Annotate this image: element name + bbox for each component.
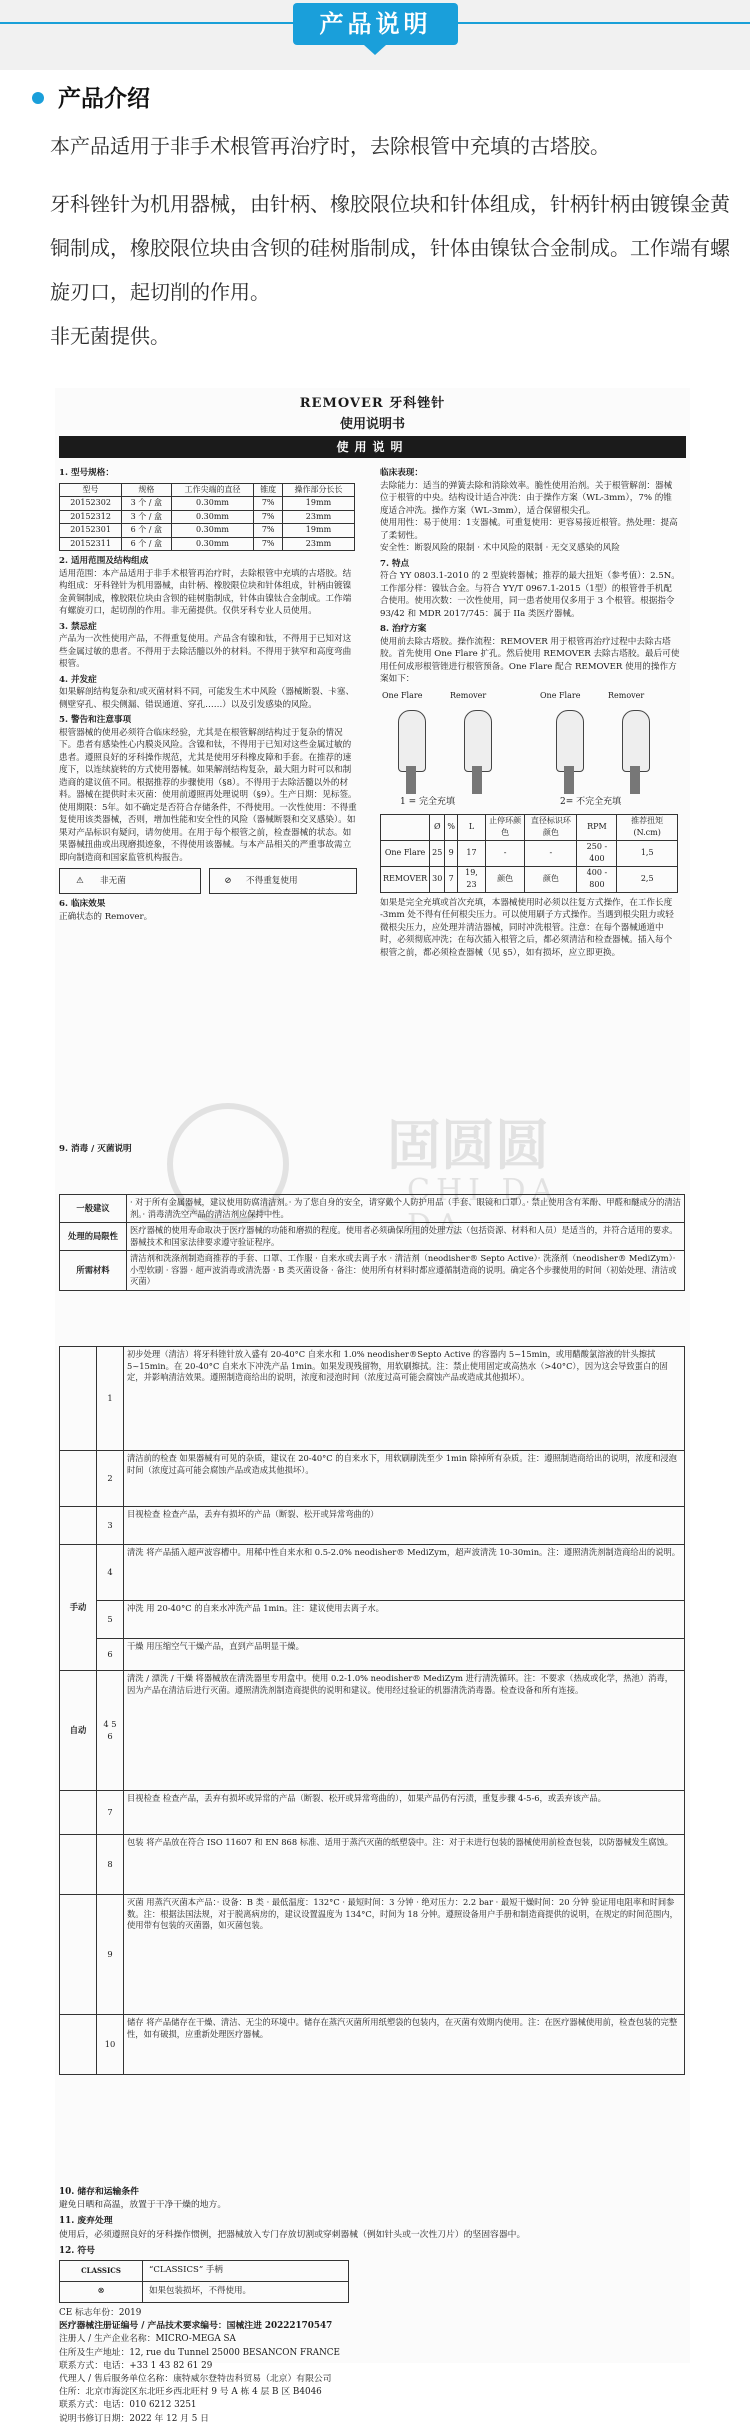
spec-header: 型号	[60, 483, 122, 497]
spec-cell: 19mm	[282, 524, 354, 538]
tooth-illustration	[398, 710, 426, 772]
root-illustration	[472, 766, 482, 794]
step-text: 清洗 将产品插入超声波容槽中。用稀中性自来水和 0.5-2.0% neodisher® MediZym，超声波清洗 10-30min。注：遵照清洗剂制造商给出的说明。	[124, 1545, 685, 1601]
cleaning-value: · 对于所有金属器械，建议使用防腐清洁剂。· 为了您自身的安全，请穿戴个人防护用品（手套、眼镜和口罩）。· 禁止使用含有苯酚、甲醛和醚成分的清洁剂。· 消毒清洗空产品的清洁剂应保持中性。	[127, 1195, 685, 1223]
step-number: 9	[97, 1895, 124, 2015]
header-title: 产品说明	[293, 3, 458, 45]
section-5-title: 5. 警告和注意事项	[59, 715, 132, 725]
rpm-cell: 7	[445, 866, 458, 892]
doc-left-column	[59, 464, 359, 923]
table-row	[60, 1791, 685, 1835]
safety-text: 安全性：断裂风险的限制 · 术中风险的限制 · 无交叉感染的风险	[380, 543, 620, 553]
usability-text: 使用用性：易于使用：1支器械。可重复使用：更容易接近根管。热处理：提高了柔韧性。	[380, 518, 678, 541]
spec-header: 操作部分长长	[282, 483, 354, 497]
section-8-text: 使用前去除古塔胶。操作流程：REMOVER 用于根管再治疗过程中去除古塔胶。首先使用 One Flare 扩孔。然后使用 REMOVER 去除古塔胶。最后可使用任何成形根管锉进行根管预备。One Flare 配合 REMOVER 使用的操作方案如下：	[380, 636, 680, 684]
rpm-table	[380, 814, 678, 893]
tooth-illustration	[622, 710, 650, 772]
table-row	[60, 1451, 685, 1507]
table-row	[60, 1347, 685, 1451]
diagram-caption: 1 = 完全充填	[400, 796, 455, 807]
agent-address: 住所：北京市海淀区东北旺乡西北旺村 9 号 A 栋 4 层 B 区 B4046	[59, 2387, 322, 2398]
section-9-block	[59, 1140, 679, 1156]
spec-cell: 23mm	[282, 537, 354, 551]
spec-cell: 7%	[254, 510, 283, 524]
cleaning-general-table	[59, 1194, 685, 1291]
rpm-header: %	[445, 814, 458, 840]
table-row	[60, 2261, 349, 2282]
table-row	[60, 1639, 685, 1671]
table-row	[60, 1507, 685, 1545]
warning-triangle-icon: ⚠	[76, 876, 84, 886]
table-row	[381, 840, 678, 866]
step-mode-cell	[60, 1347, 97, 1451]
rpm-header: 止停环颜色	[486, 814, 525, 840]
intro-paragraph-1: 本产品适用于非手术根管再治疗时，去除根管中充填的古塔胶。	[50, 134, 610, 158]
rpm-cell: 颜色	[525, 866, 577, 892]
protocol-diagram	[380, 690, 678, 810]
table-row	[381, 866, 678, 892]
spec-cell: 0.30mm	[171, 497, 254, 511]
step-text: 储存 将产品储存在干燥、清洁、无尘的环境中。储存在蒸汽灭菌所用纸塑袋的包装内，在灭菌有效期内使用。注：在医疗器械使用前，检查包装的完整性，如有破损，应重新处理医疗器械。	[124, 2015, 685, 2075]
cleaning-value: 医疗器械的使用寿命取决于医疗器械的功能和磨损的程度。使用者必须确保所用的处理方法（包括资源、材料和人员）是适当的，并符合适用的要求。器械技术和国家法律要求遵守验证程序。	[127, 1223, 685, 1251]
tooth-illustration	[556, 710, 584, 772]
tooth-illustration	[464, 710, 492, 772]
clinical-title: 临床表现：	[380, 468, 423, 478]
spec-cell: 7%	[254, 497, 283, 511]
noreuse-symbol	[209, 868, 357, 894]
step-mode-cell	[60, 1451, 97, 1507]
spec-cell: 6 个 / 盒	[122, 524, 171, 538]
rpm-header: 直径标识环颜色	[525, 814, 577, 840]
step-text: 清洁前的检查 如果器械有可见的杂质，建议在 20-40°C 的自来水下，用软刷刷洗至少 1min 除掉所有杂质。注：遵照制造商给出的说明，浓度和浸泡时间（浓度过高可能会腐蚀产品或造成其他损坏）。	[124, 1451, 685, 1507]
spec-cell: 7%	[254, 524, 283, 538]
rpm-cell: One Flare	[381, 840, 430, 866]
rpm-cell: 9	[445, 840, 458, 866]
section-9-title: 9. 消毒 / 灭菌说明	[59, 1144, 132, 1154]
spec-cell: 20152312	[60, 510, 122, 524]
cleaning-key: 一般建议	[60, 1195, 127, 1223]
step-number: 8	[97, 1835, 124, 1895]
cleaning-value: 清洁剂和洗涤剂制造商推荐的手套、口罩、工作服 · 自来水或去离子水 · 清洁剂（neodisher® Septo Active）· 洗涤剂（neodisher® MediZym）· 小型软刷 · 容器 · 超声波消毒或清洗器 · B 类灭菌设备 · 备注：使用所有材料时都应遵循制造商的说明。确定各个步骤使用的时间（初始处理、清洁或灭菌）	[127, 1251, 685, 1291]
section-8-title: 8. 治疗方案	[380, 624, 427, 634]
rpm-cell: REMOVER	[381, 866, 430, 892]
watermark-subtext: CHI DA DA	[407, 1173, 560, 1243]
rpm-cell: -	[525, 840, 577, 866]
diagram-label: One Flare	[382, 690, 423, 700]
section-1-title: 1. 型号规格：	[59, 468, 114, 478]
step-number: 3	[97, 1507, 124, 1545]
rpm-cell: 250 - 400	[577, 840, 617, 866]
rpm-header: RPM	[577, 814, 617, 840]
rpm-cell: 2,5	[617, 866, 678, 892]
nonsterile-label: 非无菌	[100, 876, 126, 886]
root-illustration	[564, 766, 574, 794]
step-mode-cell	[60, 1791, 97, 1835]
cleaning-steps-table	[59, 1346, 685, 2075]
manufacturer-phone: 联系方式：电话：+33 1 43 82 61 29	[59, 2360, 213, 2371]
warning-symbols	[59, 868, 359, 894]
agent: 代理人 / 售后服务单位名称：康特威尔登特齿科贸易（北京）有限公司	[59, 2374, 332, 2385]
spec-cell: 0.30mm	[171, 524, 254, 538]
doc-right-column	[380, 464, 680, 959]
table-row	[60, 537, 355, 551]
spec-cell: 20152301	[60, 524, 122, 538]
step-text: 包装 将产品放在符合 ISO 11607 和 EN 868 标准、适用于蒸汽灭菌的纸塑袋中。注：对于未进行包装的器械使用前检查包装，以防器械发生腐蚀。	[124, 1835, 685, 1895]
step-mode-cell	[60, 1507, 97, 1545]
step-text: 目视检查 检查产品，丢弃有损坏的产品（断裂、松开或异常弯曲的）	[124, 1507, 685, 1545]
step-text: 清洗 / 漂洗 / 干燥 将器械放在清洗器里专用盒中。使用 0.2-1.0% neodisher® MediZym 进行清洗循环。注：不要求（热成或化学，热池）消毒，因为产品在清洁后进行灭菌。遵照清洗剂制造商提供的说明和建议。使用经过验证的机器清洗消毒器。检查设备和所有连接。	[124, 1671, 685, 1791]
rpm-cell: 19, 23	[457, 866, 485, 892]
step-mode-cell	[60, 2015, 97, 2075]
spec-header: 工作尖端的直径	[171, 483, 254, 497]
nonsterile-symbol	[59, 868, 201, 894]
section-5-text: 根管器械的使用必须符合临床经验，尤其是在根管解剖结构过于复杂的情况下。患者有感染性心内膜炎风险。含镍和钛，不得用于已知对这些金属过敏的患者。遵照良好的牙科操作规范，尤其是使用牙科橡皮障和手套。在推荐的速度下，以连续旋转的方式使用器械。如果解剖结构复杂，最大阻力时可以和制造商的建议值不同。根据推荐的步骤使用（§8）。不得用于去除活髓以外的材料。器械在提供时未灭菌：使用前遵照再处理说明（§9）。生产日期：见标签。使用期限：5年。如不确定是否符合存储条件，不得使用。一次性使用：不得重复使用该类器械，否则，增加性能和安全性的风险（器械断裂和交叉感染）。如果对产品标识有疑问，请勿使用。在用于每个根管之前，检查器械的状态。如果器械扭曲或出现磨损迹象，不得使用该器械。与本产品相关的严重事故需立即向制造商和国家监管机构报告。	[59, 727, 357, 863]
section-7-title: 7. 特点	[380, 558, 410, 569]
section-12-title: 12. 符号	[59, 2245, 95, 2256]
rpm-header	[381, 814, 430, 840]
watermark-text: 固圆圆	[387, 1113, 549, 1177]
registration-number: 医疗器械注册证编号 / 产品技术要求编号：国械注进 20222170547	[59, 2321, 333, 2332]
step-number: 10	[97, 2015, 124, 2075]
step-number: 5	[97, 1601, 124, 1639]
section-10-title: 10. 储存和运输条件	[59, 2187, 139, 2197]
spec-cell: 3 个 / 盒	[122, 510, 171, 524]
section-4-text: 如果解剖结构复杂和/或灭菌材料不同，可能发生术中风险（器械断裂、卡塞、侧壁穿孔、根尖侧漏、错误通道、穿孔……）以及引发感染的风险。	[59, 687, 355, 710]
step-text: 干燥 用压缩空气干燥产品，直到产品明显干燥。	[124, 1639, 685, 1671]
manufacturer-address: 住所及生产地址：12, rue du Tunnel 25000 BESANCON FRANCE	[59, 2347, 340, 2358]
step-number: 4 5 6	[97, 1671, 124, 1791]
manufacturer: 注册人 / 生产企业名称：MICRO-MEGA SA	[59, 2334, 236, 2345]
table-row	[60, 497, 355, 511]
rpm-header: L	[457, 814, 485, 840]
ce-year: CE 标志年份：2019	[59, 2308, 142, 2319]
rpm-header: Ø	[430, 814, 445, 840]
table-row	[60, 524, 355, 538]
noreuse-label: 不得重复使用	[246, 876, 298, 886]
doc-tail	[59, 2183, 684, 2426]
diagram-label: One Flare	[540, 690, 581, 700]
step-number: 1	[97, 1347, 124, 1451]
classics-symbol: CLASSICS	[60, 2261, 143, 2282]
section-3-text: 产品为一次性使用产品，不得重复使用。产品含有镍和钛，不得用于已知对这些金属过敏的患者。不得用于去除活髓以外的材料。不得用于狭窄和高度弯曲根管。	[59, 634, 352, 669]
spec-header: 锥度	[254, 483, 283, 497]
spec-cell: 6 个 / 盒	[122, 537, 171, 551]
clinical-text: 去除能力：适当的弹簧去除和消除效率。脆性使用治剂。关于根管解剖：器械位于根管的中央。结构设计适合冲洗：由于操作方案（WL-3mm），7% 的锥度适合冲洗。操作方案（WL-3mm），适合保留根尖孔。	[380, 480, 673, 516]
section-6-text: 正确状态的 Remover。	[59, 911, 153, 922]
rpm-cell: 400 - 800	[577, 866, 617, 892]
no-reuse-icon: ⊘	[224, 876, 232, 886]
rpm-cell: 1,5	[617, 840, 678, 866]
spec-cell: 19mm	[282, 497, 354, 511]
table-row	[60, 1251, 685, 1291]
step-number: 6	[97, 1639, 124, 1671]
step-mode-cell	[60, 1895, 97, 2015]
step-number: 7	[97, 1791, 124, 1835]
step-number: 4	[97, 1545, 124, 1601]
protocol-note: 如果是完全充填或首次充填，本器械使用时必须以往复方式操作，在工作长度 -3mm 处不得有任何根尖压力。可以使用刷子方式操作。当遇到根尖阻力或轻微根尖压力，应处理并清洁器械，同时冲洗根管。注意：在每个器械通道中时，必须彻底冲洗；在每次插入根管之后，都必须清洁和检查器械。插入每个根管之前，都必须检查器械（见 §5），如有损坏，应立即更换。	[380, 897, 674, 958]
damaged-package-icon: ⊗	[60, 2282, 143, 2303]
step-mode-cell	[60, 1835, 97, 1895]
instruction-document	[55, 388, 690, 2424]
table-row	[60, 1223, 685, 1251]
step-mode-manual: 手动	[60, 1545, 97, 1671]
rpm-header: 推荐扭矩 (N.cm)	[617, 814, 678, 840]
agent-phone: 联系方式：电话：010 6212 3251	[59, 2400, 197, 2411]
doc-band: 使用说明	[59, 436, 686, 458]
diagram-caption: 2= 不完全充填	[560, 796, 622, 807]
section-10-text: 避免日晒和高温，放置于干净干燥的地方。	[59, 2200, 227, 2211]
doc-title: REMOVER 牙科锉针	[299, 396, 446, 411]
section-3-title: 3. 禁忌症	[59, 621, 97, 632]
symbol-table	[59, 2260, 349, 2303]
spec-cell: 23mm	[282, 510, 354, 524]
step-text: 初步处理（清洁）将牙科锉针放入盛有 20-40°C 自来水和 1.0% neodisher®Septo Active 的容器内 5~15min，或用醋酸氯溶液的针头擦拭 5~15min。在 20-40°C 自来水下冲洗产品 1min。如果发现残留物，用软刷擦拭。注：禁止使用固定或高热水（>40°C），因为这会导致蛋白的固定，并影响清洁效果。遵照制造商给出的说明，浓度和浸泡时间（浓度过高可能会腐蚀产品或造成其他损坏）。	[124, 1347, 685, 1451]
diagram-label: Remover	[450, 690, 487, 700]
symbol-description: “CLASSICS” 手柄	[143, 2261, 349, 2282]
rpm-cell: 25	[430, 840, 445, 866]
section-6-title: 6. 临床效果	[59, 899, 106, 909]
root-illustration	[630, 766, 640, 794]
intro-paragraph-3: 非无菌提供。	[50, 324, 170, 348]
rpm-cell: 30	[430, 866, 445, 892]
table-row	[60, 1671, 685, 1791]
diagram-label: Remover	[608, 690, 645, 700]
revision-date: 说明书修订日期：2022 年 12 月 5 日	[59, 2413, 209, 2424]
doc-subtitle: 使用说明书	[339, 417, 405, 432]
bullet-dot-icon	[32, 92, 44, 104]
spec-cell: 0.30mm	[171, 537, 254, 551]
spec-cell: 7%	[254, 537, 283, 551]
symbol-description: 如果包装损坏，不得使用。	[143, 2282, 349, 2303]
table-row	[60, 2015, 685, 2075]
header-arrow-icon	[364, 45, 386, 55]
spec-cell: 0.30mm	[171, 510, 254, 524]
section-11-text: 使用后，必须遵照良好的牙科操作惯例，把器械放入专门存放切割或穿刺器械（例如针头或一次性刀片）的坚固容器中。	[59, 2229, 526, 2240]
step-mode-auto: 自动	[60, 1671, 97, 1791]
intro-title: 产品介绍	[58, 86, 150, 112]
step-text: 灭菌 用蒸汽灭菌本产品：· 设备：B 类 · 最低温度：132°C · 最短时间：3 分钟 · 绝对压力：2.2 bar · 最短干燥时间：20 分钟 验证用电阻率和时间参数。注：根据法国法规，对于脱离病房的，建议设置温度为 134°C，时间为 18 分钟。遵照设备用户手册和制造商提供的说明，在规定的时间范围内，使用带有包装的灭菌器，如灭菌包装。	[124, 1895, 685, 2015]
root-illustration	[406, 766, 416, 794]
spec-cell: 3 个 / 盒	[122, 497, 171, 511]
rpm-cell: 17	[457, 840, 485, 866]
spec-cell: 20152302	[60, 497, 122, 511]
rpm-cell: -	[486, 840, 525, 866]
table-row	[60, 1895, 685, 2015]
table-row	[60, 510, 355, 524]
spec-table	[59, 483, 355, 552]
section-2-text: 适用范围：本产品适用于非手术根管再治疗时，去除根管中充填的古塔胶。结构组成：牙科锉针为机用器械，由针柄、橡胶限位块和针体组成，针柄由镀镍金黄铜制成，橡胶限位块由含钡的硅树脂制成，针体由镍钛合金制成。工作端有螺旋刃口，起切削的作用。非无菌提供。仅供牙科专业人员使用。	[59, 568, 352, 616]
table-row	[60, 1195, 685, 1223]
step-text: 冲洗 用 20-40°C 的自来水冲洗产品 1min。注：建议使用去离子水。	[124, 1601, 685, 1639]
table-row	[60, 1545, 685, 1601]
section-2-title: 2. 适用范围及结构组成	[59, 556, 149, 566]
table-row	[60, 1835, 685, 1895]
cleaning-key: 所需材料	[60, 1251, 127, 1291]
step-number: 2	[97, 1451, 124, 1507]
step-text: 目视检查 检查产品，丢弃有损坏或异常的产品（断裂、松开或异常弯曲的），如果产品仍有污渍，重复步骤 4-5-6，或丢弃该产品。	[124, 1791, 685, 1835]
intro-paragraph-2: 牙科锉针为机用器械，由针柄、橡胶限位块和针体组成，针柄针柄由镀镍金黄铜制成，橡胶限位块由含钡的硅树脂制成，针体由镍钛合金制成。工作端有螺旋刃口，起切削的作用。	[50, 192, 730, 304]
cleaning-key: 处理的局限性	[60, 1223, 127, 1251]
table-row	[60, 2282, 349, 2303]
table-row	[60, 1601, 685, 1639]
intro-text	[50, 124, 730, 372]
rpm-cell: 颜色	[486, 866, 525, 892]
header-bar	[0, 0, 750, 70]
section-4-title: 4. 并发症	[59, 674, 97, 685]
spec-cell: 20152311	[60, 537, 122, 551]
spec-header: 规格	[122, 483, 171, 497]
section-11-title: 11. 废弃处理	[59, 2216, 113, 2227]
section-7-text: 符合 YY 0803.1-2010 的 2 型旋转器械；推荐的最大扭矩（参考值）：2.5N。工作部分样：镍钛合金。与符合 YY/T 0967.1-2015（1型）的根管骨手机配合使用。使用次数：一次性使用，同一患者使用仅多用于 3 个根管。根据指令 93/42 和 MDR 2017/745：属于 IIa 类医疗器械。	[380, 571, 680, 619]
